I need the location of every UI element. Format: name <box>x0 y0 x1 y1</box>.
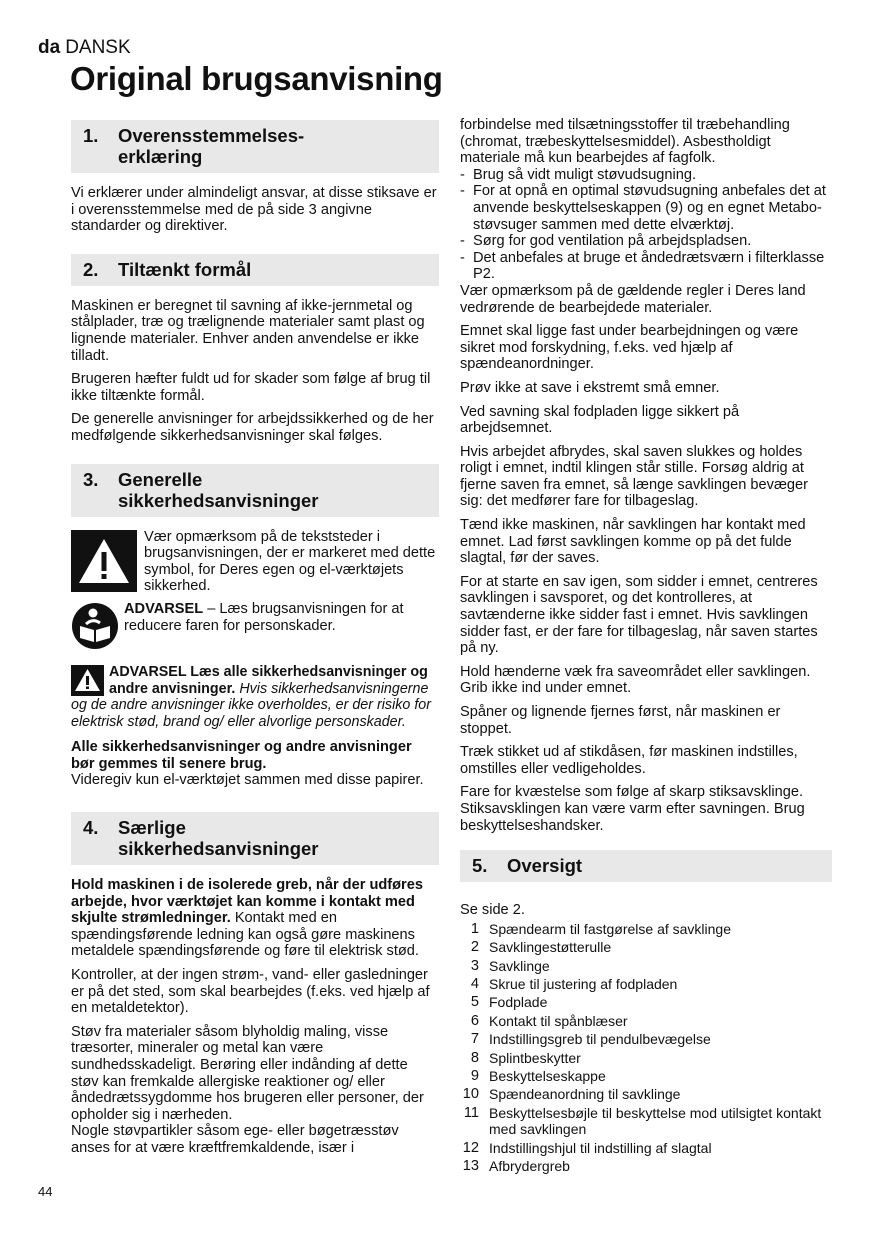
dash-text: Sørg for god ventilation på arbejdspladsen. <box>473 233 752 250</box>
item-text: Fodplade <box>489 994 548 1011</box>
list-item <box>460 1105 832 1138</box>
section-number: 3. <box>83 468 99 490</box>
small-workpiece-paragraph: Prøv ikke at save i ekstremt små emner. <box>460 379 720 396</box>
dash-item: - Sørg for god ventilation på arbejdspladsen. <box>460 233 752 250</box>
foot-plate-paragraph: Ved savning skal fodpladen ligge sikkert på arbejdsemnet. <box>460 403 740 437</box>
section-title: Tiltænkt formål <box>118 258 252 280</box>
insulated-grip-bold: Hold maskinen i de isolerede greb, når der udføres arbejde, hvor værktøjet kan komme i kontakt med skjulte strømledninger. <box>71 877 423 927</box>
interrupt-paragraph: Hvis arbejdet afbrydes, skal saven slukkes og holdes roligt i emnet, indtil klingen står stille. Forsøg aldrig at fjerne saven fra emnet, så længe savklingen bevæger sig: det medfører fare for tilbageslag. <box>460 443 809 510</box>
item-number: 3 <box>470 957 479 974</box>
dash-item: - Det anbefales at bruge et åndedrætsværn i filterklasse P2. <box>460 250 832 283</box>
right-column <box>460 117 832 1176</box>
list-item <box>460 920 832 938</box>
injury-paragraph: Fare for kvæstelse som følge af skarp stiksavsklinge. Stiksavsklingen kan være varm efter savningen. Brug beskyttelseshandsker. <box>460 784 805 834</box>
section-number: 5. <box>472 855 488 877</box>
item-number: 8 <box>470 1049 479 1066</box>
keep-instructions-bold: Alle sikkerhedsanvisninger og andre anvisninger bør gemmes til senere brug. <box>71 739 412 772</box>
section-title-line1: Særlige <box>118 817 186 839</box>
pass-on-instructions: Videregiv kun el-værktøjet sammen med disse papirer. <box>71 772 424 789</box>
item-text: Savklinge <box>489 957 550 974</box>
section-5-heading <box>460 850 832 882</box>
section-title-line1: Generelle <box>118 468 203 490</box>
section-title-line2: sikkerhedsanvisninger <box>118 489 319 511</box>
warning-triangle-icon <box>71 530 137 592</box>
language-code: da <box>38 37 61 58</box>
fix-workpiece-paragraph: Emnet skal ligge fast under bearbejdningen og være sikret mod forskydning, f.eks. ved hjælp af spændeanordninger. <box>460 323 799 373</box>
general-safety-paragraph: De generelle anvisninger for arbejdssikkerhed og de her medfølgende sikkerhedsanvisninger skal følges. <box>71 411 434 444</box>
restart-paragraph: For at starte en sav igen, som sidder i emnet, centreres savklingen i savsporet, og det kontrolleres, at savtænderne ikke sidder fast i emnet. Hvis savklingen sidder fast, er der fare for tilbageslag, når saven startes på ny. <box>460 573 818 657</box>
read-manual-icon <box>71 602 119 650</box>
warning-triangle-small-icon <box>71 665 104 696</box>
item-number: 11 <box>463 1104 479 1121</box>
list-item <box>460 1030 832 1048</box>
list-item <box>460 1012 832 1030</box>
read-all-warnings-bold: ADVARSEL Læs alle sikkerhedsanvisninger og andre anvisninger. <box>109 663 428 697</box>
advarsel-label: ADVARSEL <box>124 600 204 617</box>
list-item <box>460 938 832 956</box>
section-title <box>118 125 304 167</box>
advarsel-text: – Læs brugsanvisningen for at reducere faren for personskader. <box>124 600 404 634</box>
declaration-text: Vi erklærer under almindeligt ansvar, at disse stiksave er i overensstemmelse med de på side 3 angivne standarder og direktiver. <box>71 185 437 235</box>
section-4-heading <box>71 812 439 865</box>
section-title <box>118 469 319 511</box>
item-number: 7 <box>470 1031 479 1048</box>
language-name: DANSK <box>65 37 131 58</box>
item-text: Kontakt til spånblæser <box>489 1012 628 1029</box>
list-item <box>460 975 832 993</box>
list-item <box>460 1157 832 1175</box>
check-lines-paragraph: Kontroller, at der ingen strøm-, vand- eller gasledninger er på det sted, som skal bearbejdes (f.eks. ved hjælp af en metaldetektor). <box>71 967 430 1017</box>
page-title: Original brugsanvisning <box>70 60 443 97</box>
item-text: Spændeanordning til savklinge <box>489 1086 681 1103</box>
item-number: 9 <box>470 1068 479 1084</box>
switch-on-paragraph: Tænd ikke maskinen, når savklingen har kontakt med emnet. Lad først savklingen komme op på det fulde slagtal, før der saves. <box>460 517 806 567</box>
section-1-heading <box>71 120 439 173</box>
read-manual-text <box>124 601 439 634</box>
item-text: Spændearm til fastgørelse af savklinge <box>489 920 731 937</box>
section-number: 2. <box>83 258 99 280</box>
item-text: Afbrydergreb <box>489 1158 570 1175</box>
hands-paragraph: Hold hænderne væk fra saveområdet eller savklingen. Grib ikke ind under emnet. <box>460 663 811 697</box>
item-text: Beskyttelsesbøjle til beskyttelse mod utilsigtet kontakt med savklingen <box>489 1104 822 1138</box>
see-page-note: Se side 2. <box>460 902 525 919</box>
section-title-line1: Overensstemmelses- <box>118 125 305 146</box>
item-text: Indstillingshjul til indstilling af slagtal <box>489 1140 712 1156</box>
item-number: 13 <box>462 1158 479 1175</box>
item-text: Beskyttelseskappe <box>489 1068 606 1084</box>
item-text: Skrue til justering af fodpladen <box>489 975 678 992</box>
dust-paragraph: Støv fra materialer såsom blyholdig maling, visse træsorter, mineraler og metal kan være sundhedsskadeligt. Berøring eller indånding af dette støv kan fremkalde allergiske reaktioner og/ eller åndedrætssygdomme hos brugeren eller personer, der opholder sig i nærheden. <box>71 1023 424 1123</box>
dash-text: For at opnå en optimal støvudsugning anbefales det at anvende beskyttelseskappen (9) og en egnet Metabo-støvsuger sammen med dette elværktøj. <box>473 183 826 233</box>
dash-text: Det anbefales at bruge et åndedrætsværn i filterklasse P2. <box>473 249 825 283</box>
item-text: Indstillingsgreb til pendulbevægelse <box>489 1031 711 1048</box>
section-title-line2: erklæring <box>118 146 203 167</box>
section-3-heading <box>71 464 439 517</box>
rules-paragraph: Vær opmærksom på de gældende regler i Deres land vedrørende de bearbejdede materialer. <box>460 282 806 316</box>
symbol-explanation: Vær opmærksom på de tekststeder i brugsanvisningen, der er markeret med dette symbol, for Deres egen og el-værktøjets sikkerhed. <box>144 528 436 595</box>
item-number: 5 <box>470 994 479 1011</box>
unplug-paragraph: Træk stikket ud af stikdåsen, før maskinen indstilles, omstilles eller vedligeholdes. <box>460 744 798 777</box>
dash-item: - For at opnå en optimal støvudsugning anbefales det at anvende beskyttelseskappen (9) og en egnet Metabo-støvsuger sammen med dette elværktøj. <box>460 183 832 233</box>
list-item <box>460 1049 832 1067</box>
page-number: 44 <box>38 1184 53 1199</box>
item-number: 10 <box>462 1086 479 1103</box>
section-title: Oversigt <box>507 855 583 877</box>
insulated-grip-text: Kontakt med en spændingsførende ledning kan også gøre maskinens metaldele spændingsførende og føre til elektrisk stød. <box>71 910 419 960</box>
section-title-line2: sikkerhedsanvisninger <box>118 838 319 860</box>
liability-paragraph: Brugeren hæfter fuldt ud for skader som følge af brug til ikke tiltænkte formål. <box>71 371 431 404</box>
dust-continuation: forbindelse med tilsætningsstoffer til træbehandling (chromat, træbeskyttelsesmiddel). Asbestholdigt materiale må kun bearbejdes af fagfolk. <box>460 117 790 167</box>
dash-text: Brug så vidt muligt støvudsugning. <box>473 166 697 183</box>
list-item <box>460 957 832 975</box>
read-manual-note <box>71 601 439 650</box>
dash-item: - Brug så vidt muligt støvudsugning. <box>460 166 697 183</box>
item-text: Splintbeskytter <box>489 1049 581 1066</box>
list-item <box>460 1067 832 1085</box>
item-number: 2 <box>470 939 479 956</box>
list-item <box>460 1139 832 1157</box>
section-2-heading <box>71 254 439 286</box>
dust-carcinogenic-paragraph: Nogle støvpartikler såsom ege- eller bøgetræsstøv anses for at være kræftfremkaldende, især i <box>71 1123 399 1156</box>
item-number: 1 <box>470 920 479 937</box>
section-title <box>118 817 319 859</box>
list-item <box>460 1085 832 1103</box>
section-number: 4. <box>83 817 99 839</box>
parts-list <box>460 920 832 1176</box>
language-label <box>38 37 131 59</box>
item-number: 6 <box>470 1012 479 1029</box>
section-number: 1. <box>83 125 99 146</box>
list-item <box>460 993 832 1011</box>
read-all-warnings <box>71 664 439 730</box>
item-text: Savklingestøtterulle <box>489 939 612 956</box>
warning-symbol-note <box>71 529 439 595</box>
item-number: 4 <box>470 975 479 992</box>
item-number: 12 <box>462 1140 479 1156</box>
read-all-warnings-italic: Hvis sikkerhedsanvisningerne og de andre anvisninger ikke overholdes, er der risiko for elektrisk stød, brand og/ eller alvorlige personskader. <box>71 680 431 730</box>
purpose-paragraph: Maskinen er beregnet til savning af ikke-jernmetal og stålplader, træ og trælignende materialer samt plast og lignende materialer. Enhver anden anvendelse er ikke tilladt. <box>71 297 425 364</box>
left-column <box>71 120 439 1164</box>
chips-paragraph: Spåner og lignende fjernes først, når maskinen er stoppet. <box>460 704 781 737</box>
